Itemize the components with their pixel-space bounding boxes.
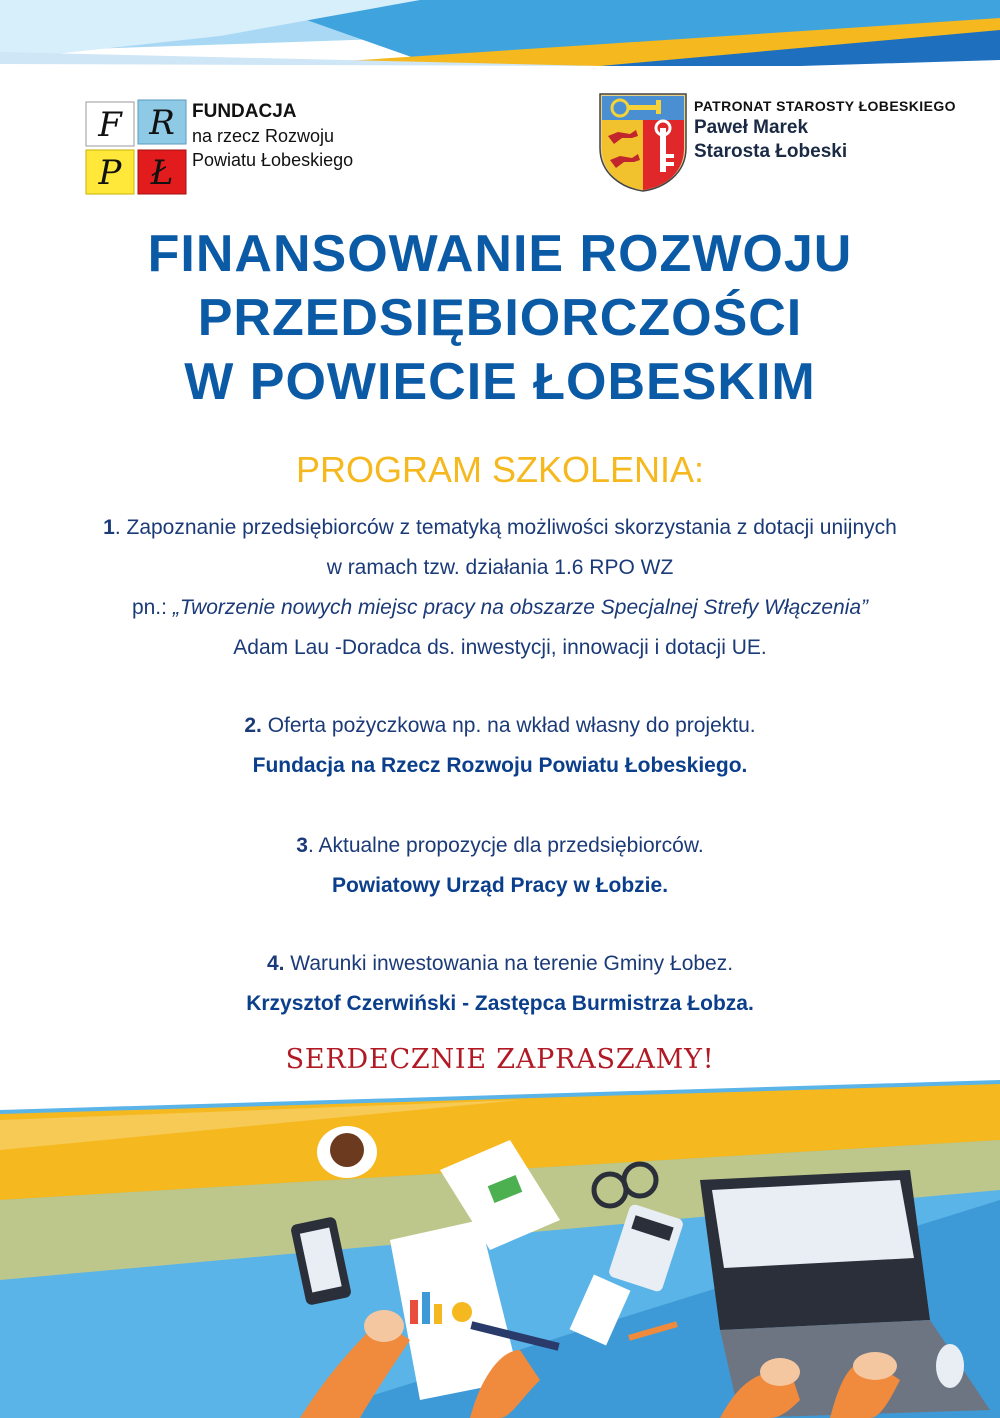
- program-item-2-speaker-text: Fundacja na Rzecz Rozwoju Powiatu Łobeskiego.: [252, 754, 748, 777]
- program-item-4-speaker-text: Krzysztof Czerwiński - Zastępca Burmistrza Łobza.: [246, 992, 754, 1015]
- program-item-2-number: 2.: [244, 714, 262, 737]
- program-heading: PROGRAM SZKOLENIA:: [295, 449, 705, 490]
- program-item-2-line1: [20, 706, 980, 746]
- frpl-name-line1: FUNDACJA: [192, 101, 297, 122]
- program-item-1-action-name: „Tworzenie nowych miejsc pracy na obszarze Specjalnej Strefy Włączenia”: [172, 596, 869, 619]
- program-item-1-text: . Zapoznanie przedsiębiorców z tematyką możliwości skorzystania z dotacji unijnych: [114, 516, 897, 539]
- frpl-letter-f: F: [98, 105, 122, 145]
- program-item-3-text: . Aktualne propozycje dla przedsiębiorców.: [307, 834, 704, 857]
- program-item-4-speaker: [20, 984, 980, 1024]
- program-item-1-line1: [20, 508, 980, 548]
- program-item-4-number: 4.: [266, 952, 285, 975]
- mouse-icon: [936, 1344, 964, 1388]
- program-item-1-line3: [20, 588, 980, 628]
- invitation-text: SERDECZNIE ZAPRASZAMY!: [285, 1044, 715, 1075]
- program-item-1-line2: w ramach tzw. działania 1.6 RPO WZ: [326, 556, 674, 579]
- frpl-name-line3: Powiatu Łobeskiego: [192, 150, 354, 170]
- coffee-cup-icon: [317, 1126, 377, 1178]
- title-line2: PRZEDSIĘBIORCZOŚCI: [197, 289, 803, 347]
- frpl-name: [192, 100, 452, 172]
- frpl-letter-r: R: [149, 103, 175, 143]
- coat-of-arms-icon: [598, 92, 688, 192]
- patron-block: [694, 96, 994, 164]
- title-line3: W POWIECIE ŁOBESKIM: [184, 353, 816, 411]
- frpl-letter-p: P: [98, 153, 122, 193]
- page-title: [0, 222, 1000, 414]
- program-item-1-speaker: Adam Lau -Doradca ds. inwestycji, innowacji i dotacji UE.: [233, 636, 767, 659]
- office-desk-illustration: [0, 1080, 1000, 1418]
- frpl-logo: [84, 98, 188, 196]
- program-item-4-line1: [20, 944, 980, 984]
- patron-role: Starosta Łobeski: [694, 141, 848, 162]
- frpl-letter-l: Ł: [150, 153, 174, 193]
- program-item-3-line1: [20, 826, 980, 866]
- frpl-name-line2: na rzecz Rozwoju: [192, 126, 335, 146]
- program-item-3-speaker-text: Powiatowy Urząd Pracy w Łobzie.: [331, 874, 669, 897]
- program-item-1-prefix: pn.:: [131, 596, 173, 619]
- program-item-3-speaker: [20, 866, 980, 906]
- patron-name: Paweł Marek: [694, 117, 809, 138]
- program-item-2-text: Oferta pożyczkowa np. na wkład własny do projektu.: [261, 714, 756, 737]
- title-line1: FINANSOWANIE ROZWOJU: [147, 225, 853, 283]
- program-item-3-number: 3: [296, 834, 308, 857]
- patron-title: PATRONAT STAROSTY ŁOBESKIEGO: [694, 98, 956, 114]
- program-item-2-speaker: [20, 746, 980, 786]
- program-item-1-number: 1: [103, 516, 115, 539]
- top-decorative-band: [0, 0, 1000, 80]
- program-item-4-text: Warunki inwestowania na terenie Gminy Łobez.: [284, 952, 734, 975]
